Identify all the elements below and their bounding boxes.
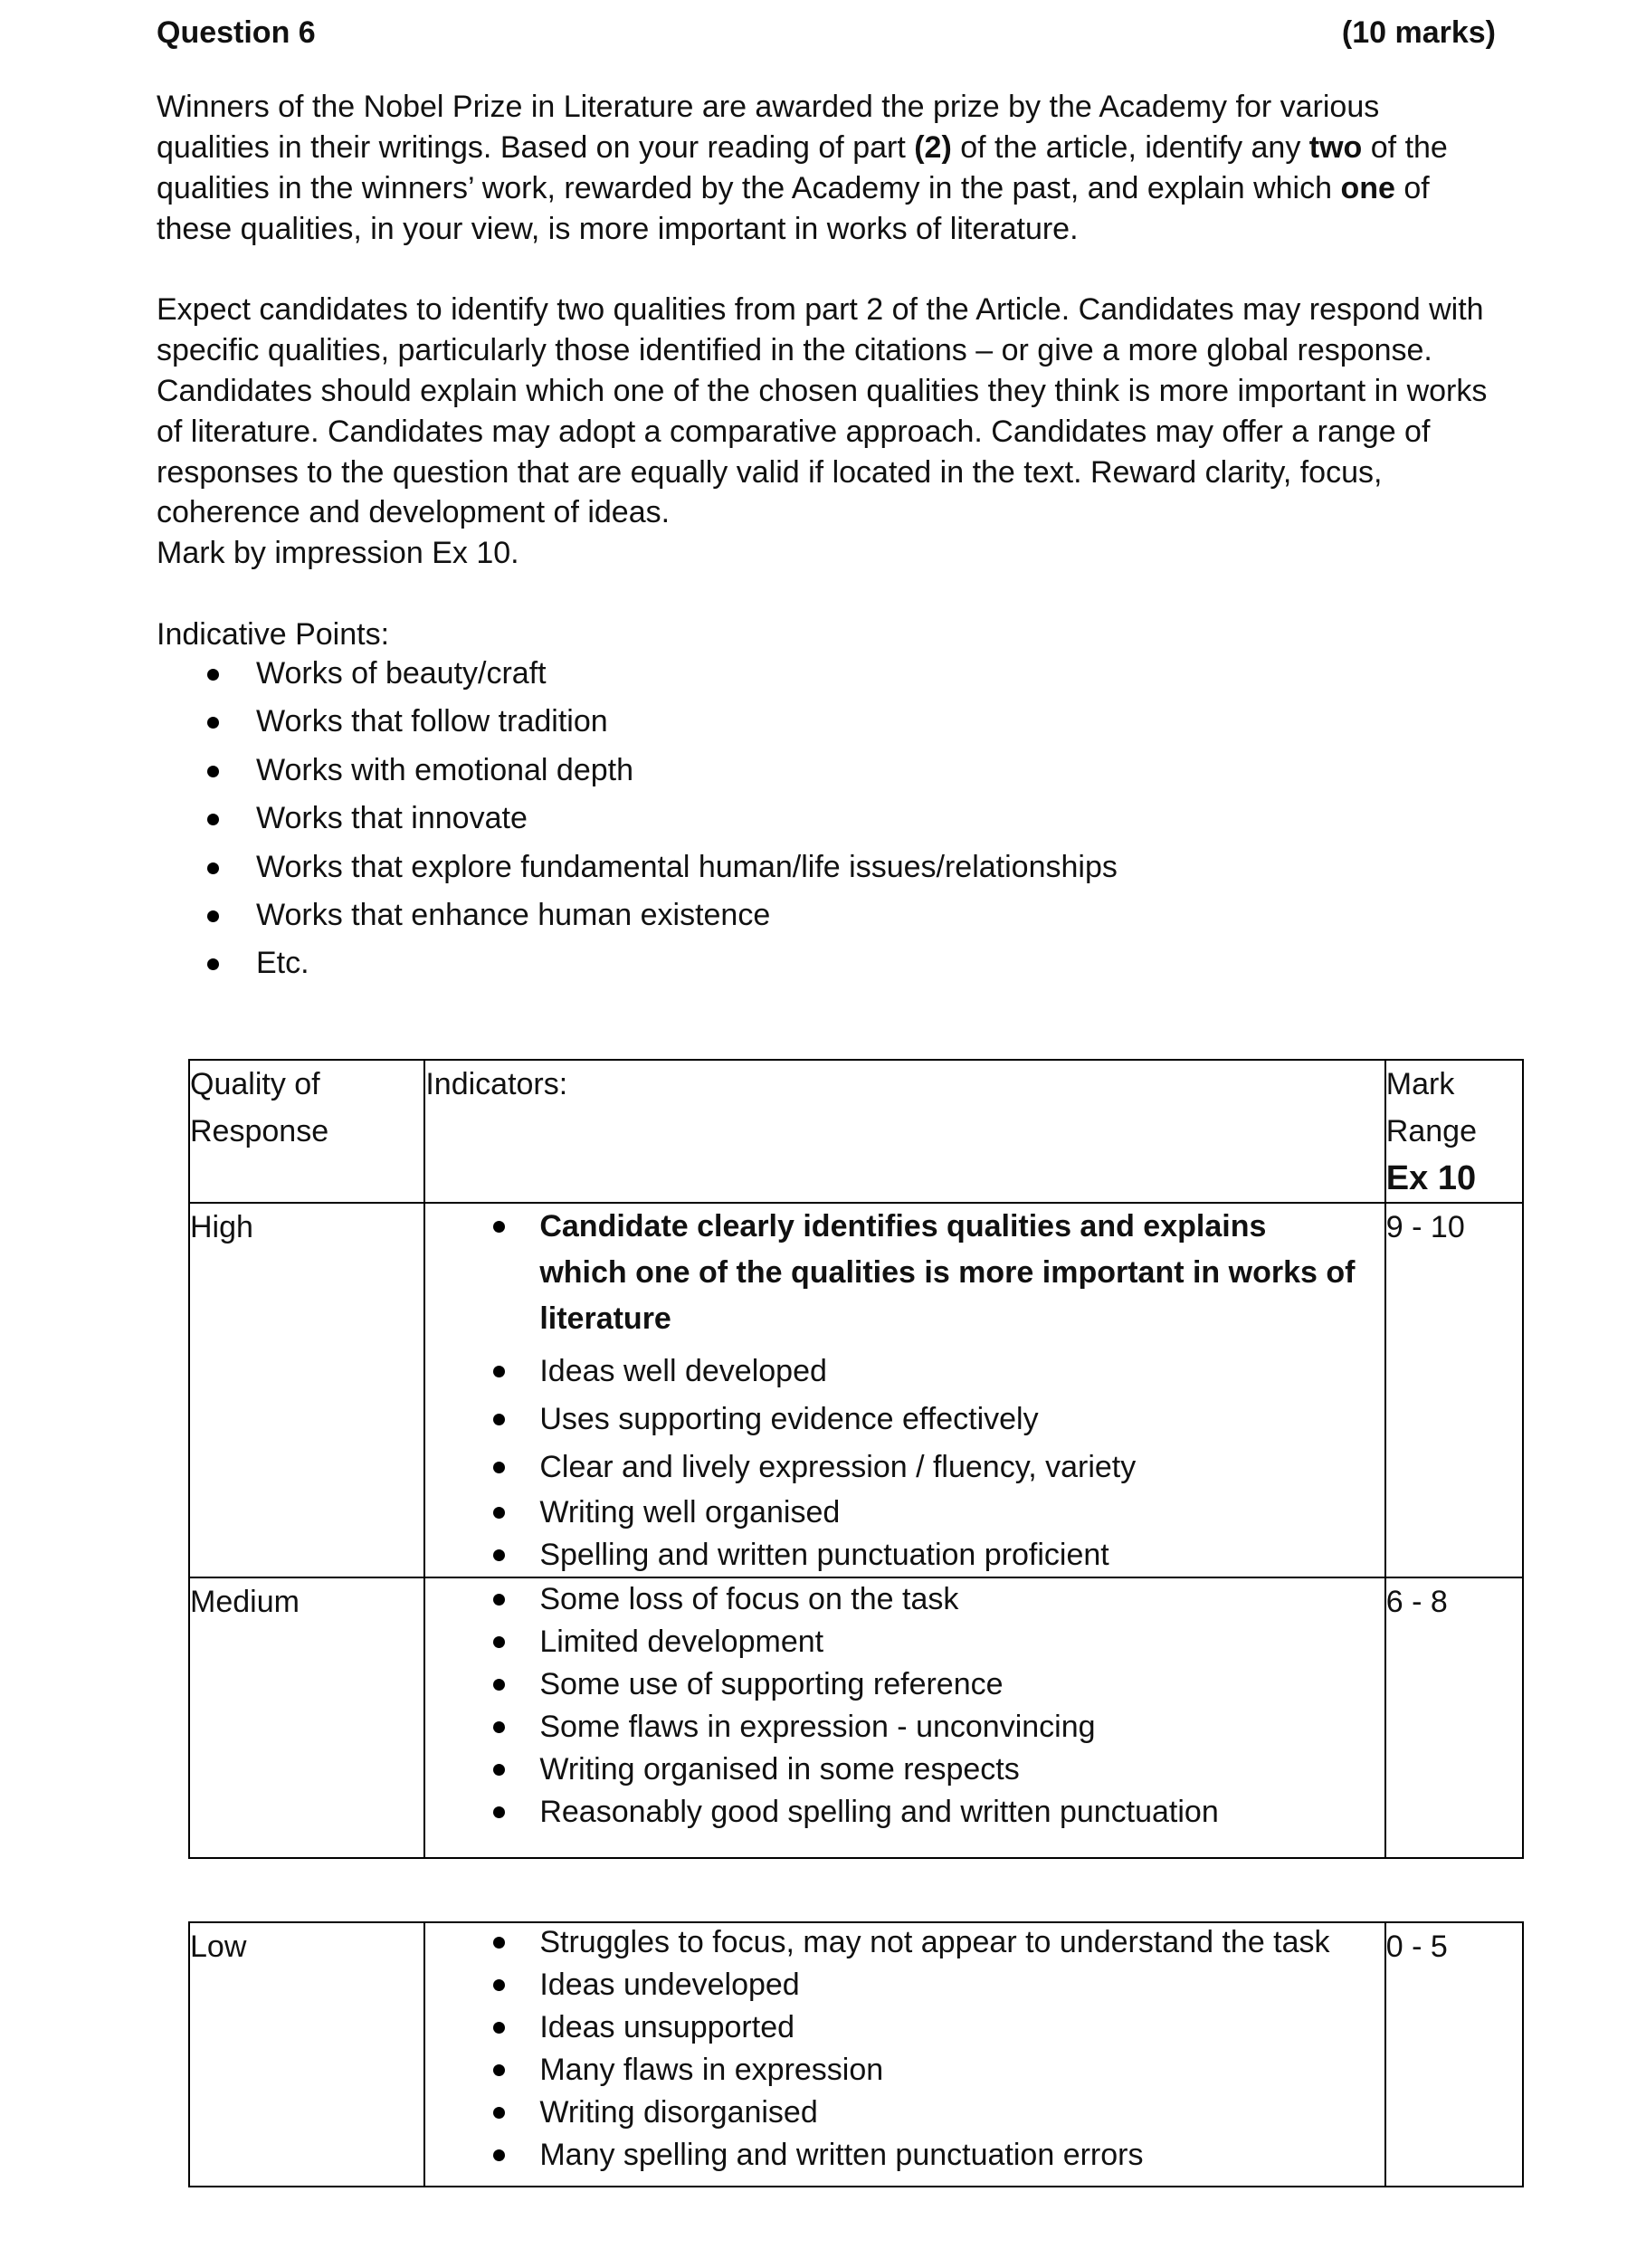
list-item: Works of beauty/craft — [157, 650, 1118, 698]
rubric-table-high-medium — [188, 1059, 1524, 1859]
range-medium: 6 - 8 — [1385, 1577, 1523, 1858]
header-quality: Quality of Response — [189, 1060, 424, 1203]
list-item: Writing well organised — [425, 1491, 1384, 1534]
indicators-high — [424, 1203, 1384, 1577]
level-medium: Medium — [189, 1577, 424, 1858]
question-prompt: Winners of the Nobel Prize in Literature are awarded the prize by the Academy for various qualities in their writings. Based on your reading of part (2) of the article, identify any two of the qualities in the winners’ work, rewarded by the Academy in the past, and explain which one of these qualities, in your view, is more important in works of literature. — [157, 90, 1448, 246]
list-item: Etc. — [157, 939, 1118, 987]
list-item: Some use of supporting reference — [425, 1663, 1384, 1706]
guidance-text: Expect candidates to identify two qualities from part 2 of the Article. Candidates may respond with specific qualities, particularly those identified in the citations – or give a more global response. Candidates should explain which one of the chosen qualities they think is more important in works of literature. Candidates may adopt a comparative approach. Candidates may offer a range of responses to the question that are equally valid if located in the text. Reward clarity, focus, coherence and development of ideas. — [157, 292, 1488, 530]
rubric-table-low — [188, 1921, 1524, 2187]
table-row — [189, 1577, 1523, 1858]
header-indicators: Indicators: — [424, 1060, 1384, 1203]
list-item: Struggles to focus, may not appear to understand the task — [425, 1923, 1384, 1964]
list-item: Works that enhance human existence — [157, 891, 1118, 939]
list-item: Some flaws in expression - unconvincing — [425, 1706, 1384, 1749]
list-item: Limited development — [425, 1621, 1384, 1663]
indicator-list — [425, 1923, 1384, 2177]
list-item: Ideas well developed — [425, 1348, 1384, 1396]
level-low: Low — [189, 1922, 424, 2187]
list-item: Many flaws in expression — [425, 2049, 1384, 2092]
list-item: Uses supporting evidence effectively — [425, 1396, 1384, 1444]
range-high: 9 - 10 — [1385, 1203, 1523, 1577]
question-marks: (10 marks) — [1341, 15, 1496, 50]
list-item: Works that explore fundamental human/life issues/relationships — [157, 843, 1118, 891]
header-mark-range: Mark Range Ex 10 — [1385, 1060, 1523, 1203]
question-title: Question 6 — [157, 15, 316, 50]
indicators-low — [424, 1922, 1384, 2187]
indicators-medium — [424, 1577, 1384, 1858]
question-header — [157, 13, 1496, 53]
list-item: Works with emotional depth — [157, 747, 1118, 795]
marking-guidance — [157, 290, 1496, 574]
table-row — [189, 1203, 1523, 1577]
list-item: Many spelling and written punctuation errors — [425, 2134, 1384, 2177]
list-item: Some loss of focus on the task — [425, 1578, 1384, 1621]
list-item: Spelling and written punctuation proficient — [425, 1534, 1384, 1577]
level-high: High — [189, 1203, 424, 1577]
list-item: Writing disorganised — [425, 2092, 1384, 2134]
indicator-list — [425, 1578, 1384, 1834]
list-item: Works that follow tradition — [157, 698, 1118, 746]
list-item: Works that innovate — [157, 795, 1118, 843]
list-item: Ideas unsupported — [425, 2006, 1384, 2049]
table-header-row — [189, 1060, 1523, 1203]
range-low: 0 - 5 — [1385, 1922, 1523, 2187]
indicative-points-list — [157, 650, 1118, 988]
mark-note: Mark by impression Ex 10. — [157, 536, 519, 571]
list-item: Ideas undeveloped — [425, 1964, 1384, 2006]
list-item: Clear and lively expression / fluency, variety — [425, 1444, 1384, 1491]
indicative-points-title: Indicative Points: — [157, 617, 390, 652]
table-row — [189, 1922, 1523, 2187]
list-item: Candidate clearly identifies qualities and explains which one of the qualities is more important in works of literature — [425, 1204, 1384, 1348]
list-item: Writing organised in some respects — [425, 1749, 1384, 1791]
indicator-list — [425, 1204, 1384, 1577]
list-item: Reasonably good spelling and written punctuation — [425, 1791, 1384, 1834]
